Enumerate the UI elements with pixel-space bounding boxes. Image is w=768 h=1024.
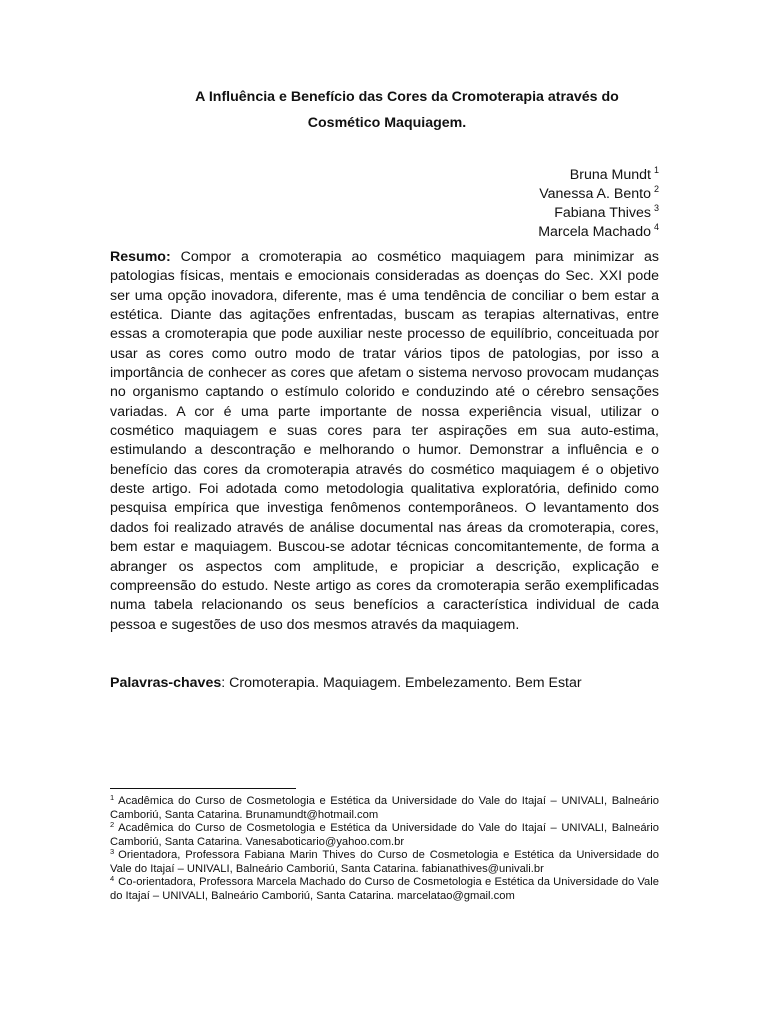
keywords — [110, 674, 670, 693]
paper-title — [0, 84, 768, 136]
author-list — [538, 166, 659, 242]
footnote-text: Orientadora, Professora Fabiana Marin Thives do Curso de Cosmetologia e Estética da Universidade do Vale do Itajaí – UNIVALI, Balneário Camboriú, Santa Catarina. fabianathives@univali.br — [110, 849, 659, 875]
keywords-label: Palavras-chaves — [110, 675, 222, 691]
footnotes — [110, 795, 659, 903]
title-line-1: A Influência e Benefício das Cores da Cromoterapia através do — [195, 89, 619, 105]
abstract-text: Compor a cromoterapia ao cosmético maquiagem para minimizar as patologias físicas, mentais e emocionais consideradas as doenças do Sec. XXI pode ser uma opção inovadora, diferente, mas é uma tendência de conciliar o bem estar a estética. Diante das agitações enfrentadas, buscam as terapias alternativas, entre essas a cromoterapia que pode auxiliar neste processo de equilíbrio, conceituada por usar as cores como outro modo de tratar vários tipos de patologias, por isso a importância de conhecer as cores que afetam o sistema nervoso provocam mudanças no organismo captando o estímulo colorido e conduzindo até o cérebro sensações variadas. A cor é uma parte importante de nossa experiência visual, utilizar o cosmético maquiagem e suas cores para ter aspirações em sua auto-estima, estimulando a descontração e melhorando o humor. Demonstrar a influência e o benefício das cores da cromoterapia através do cosmético maquiagem é o objetivo deste artigo. Foi adotada como metodologia qualitativa exploratória, definido como pesquisa empírica que investiga fenômenos contemporâneos. O levantamento dos dados foi realizado através de análise documental nas áreas da cromoterapia, cores, bem estar e maquiagem. Buscou-se adotar técnicas concomitantemente, de forma a abranger os aspectos com amplitude, e propiciar a descrição, explicação e compreensão do estudo. Neste artigo as cores da cromoterapia serão exemplificadas numa tabela relacionando os seus benefícios a característica individual de cada pessoa e sugestões de uso dos mesmos através da maquiagem. — [110, 249, 659, 633]
author-name: Marcela Machado — [538, 224, 651, 240]
author-name: Vanessa A. Bento — [539, 186, 651, 202]
footnote — [110, 876, 659, 903]
author-entry — [538, 204, 659, 223]
footnote-text: Co-orientadora, Professora Marcela Machado do Curso de Cosmetologia e Estética da Universidade do Vale do Itajaí – UNIVALI, Balneário Camboriú, Santa Catarina. marcelatao@gmail.com — [110, 876, 659, 902]
footnote-divider — [110, 788, 296, 789]
title-line-2: Cosmético Maquiagem. — [307, 115, 467, 131]
author-name: Bruna Mundt — [569, 167, 651, 183]
author-entry — [538, 185, 659, 204]
footnote — [110, 795, 659, 822]
footnote-ref: 4 — [110, 874, 115, 883]
footnote-ref: 1 — [110, 793, 115, 802]
author-entry — [538, 166, 659, 185]
author-name: Fabiana Thives — [554, 205, 651, 221]
footnote-text: Acadêmica do Curso de Cosmetologia e Estética da Universidade do Vale do Itajaí – UNIVALI, Balneário Camboriú, Santa Catarina. Brunamundt@hotmail.com — [110, 795, 659, 821]
abstract-label: Resumo: — [110, 249, 171, 265]
footnote — [110, 822, 659, 849]
author-ref: 1 — [653, 165, 659, 175]
author-ref: 4 — [653, 222, 659, 232]
keywords-text: : Cromoterapia. Maquiagem. Embelezamento. Bem Estar — [221, 675, 582, 691]
footnote-text: Acadêmica do Curso de Cosmetologia e Estética da Universidade do Vale do Itajaí – UNIVALI, Balneário Camboriú, Santa Catarina. Vanesaboticario@yahoo.com.br — [110, 822, 659, 848]
author-ref: 3 — [653, 203, 659, 213]
author-ref: 2 — [653, 184, 659, 194]
footnote — [110, 849, 659, 876]
author-entry — [538, 223, 659, 242]
abstract — [110, 248, 659, 635]
footnote-ref: 2 — [110, 820, 115, 829]
footnote-ref: 3 — [110, 847, 115, 856]
